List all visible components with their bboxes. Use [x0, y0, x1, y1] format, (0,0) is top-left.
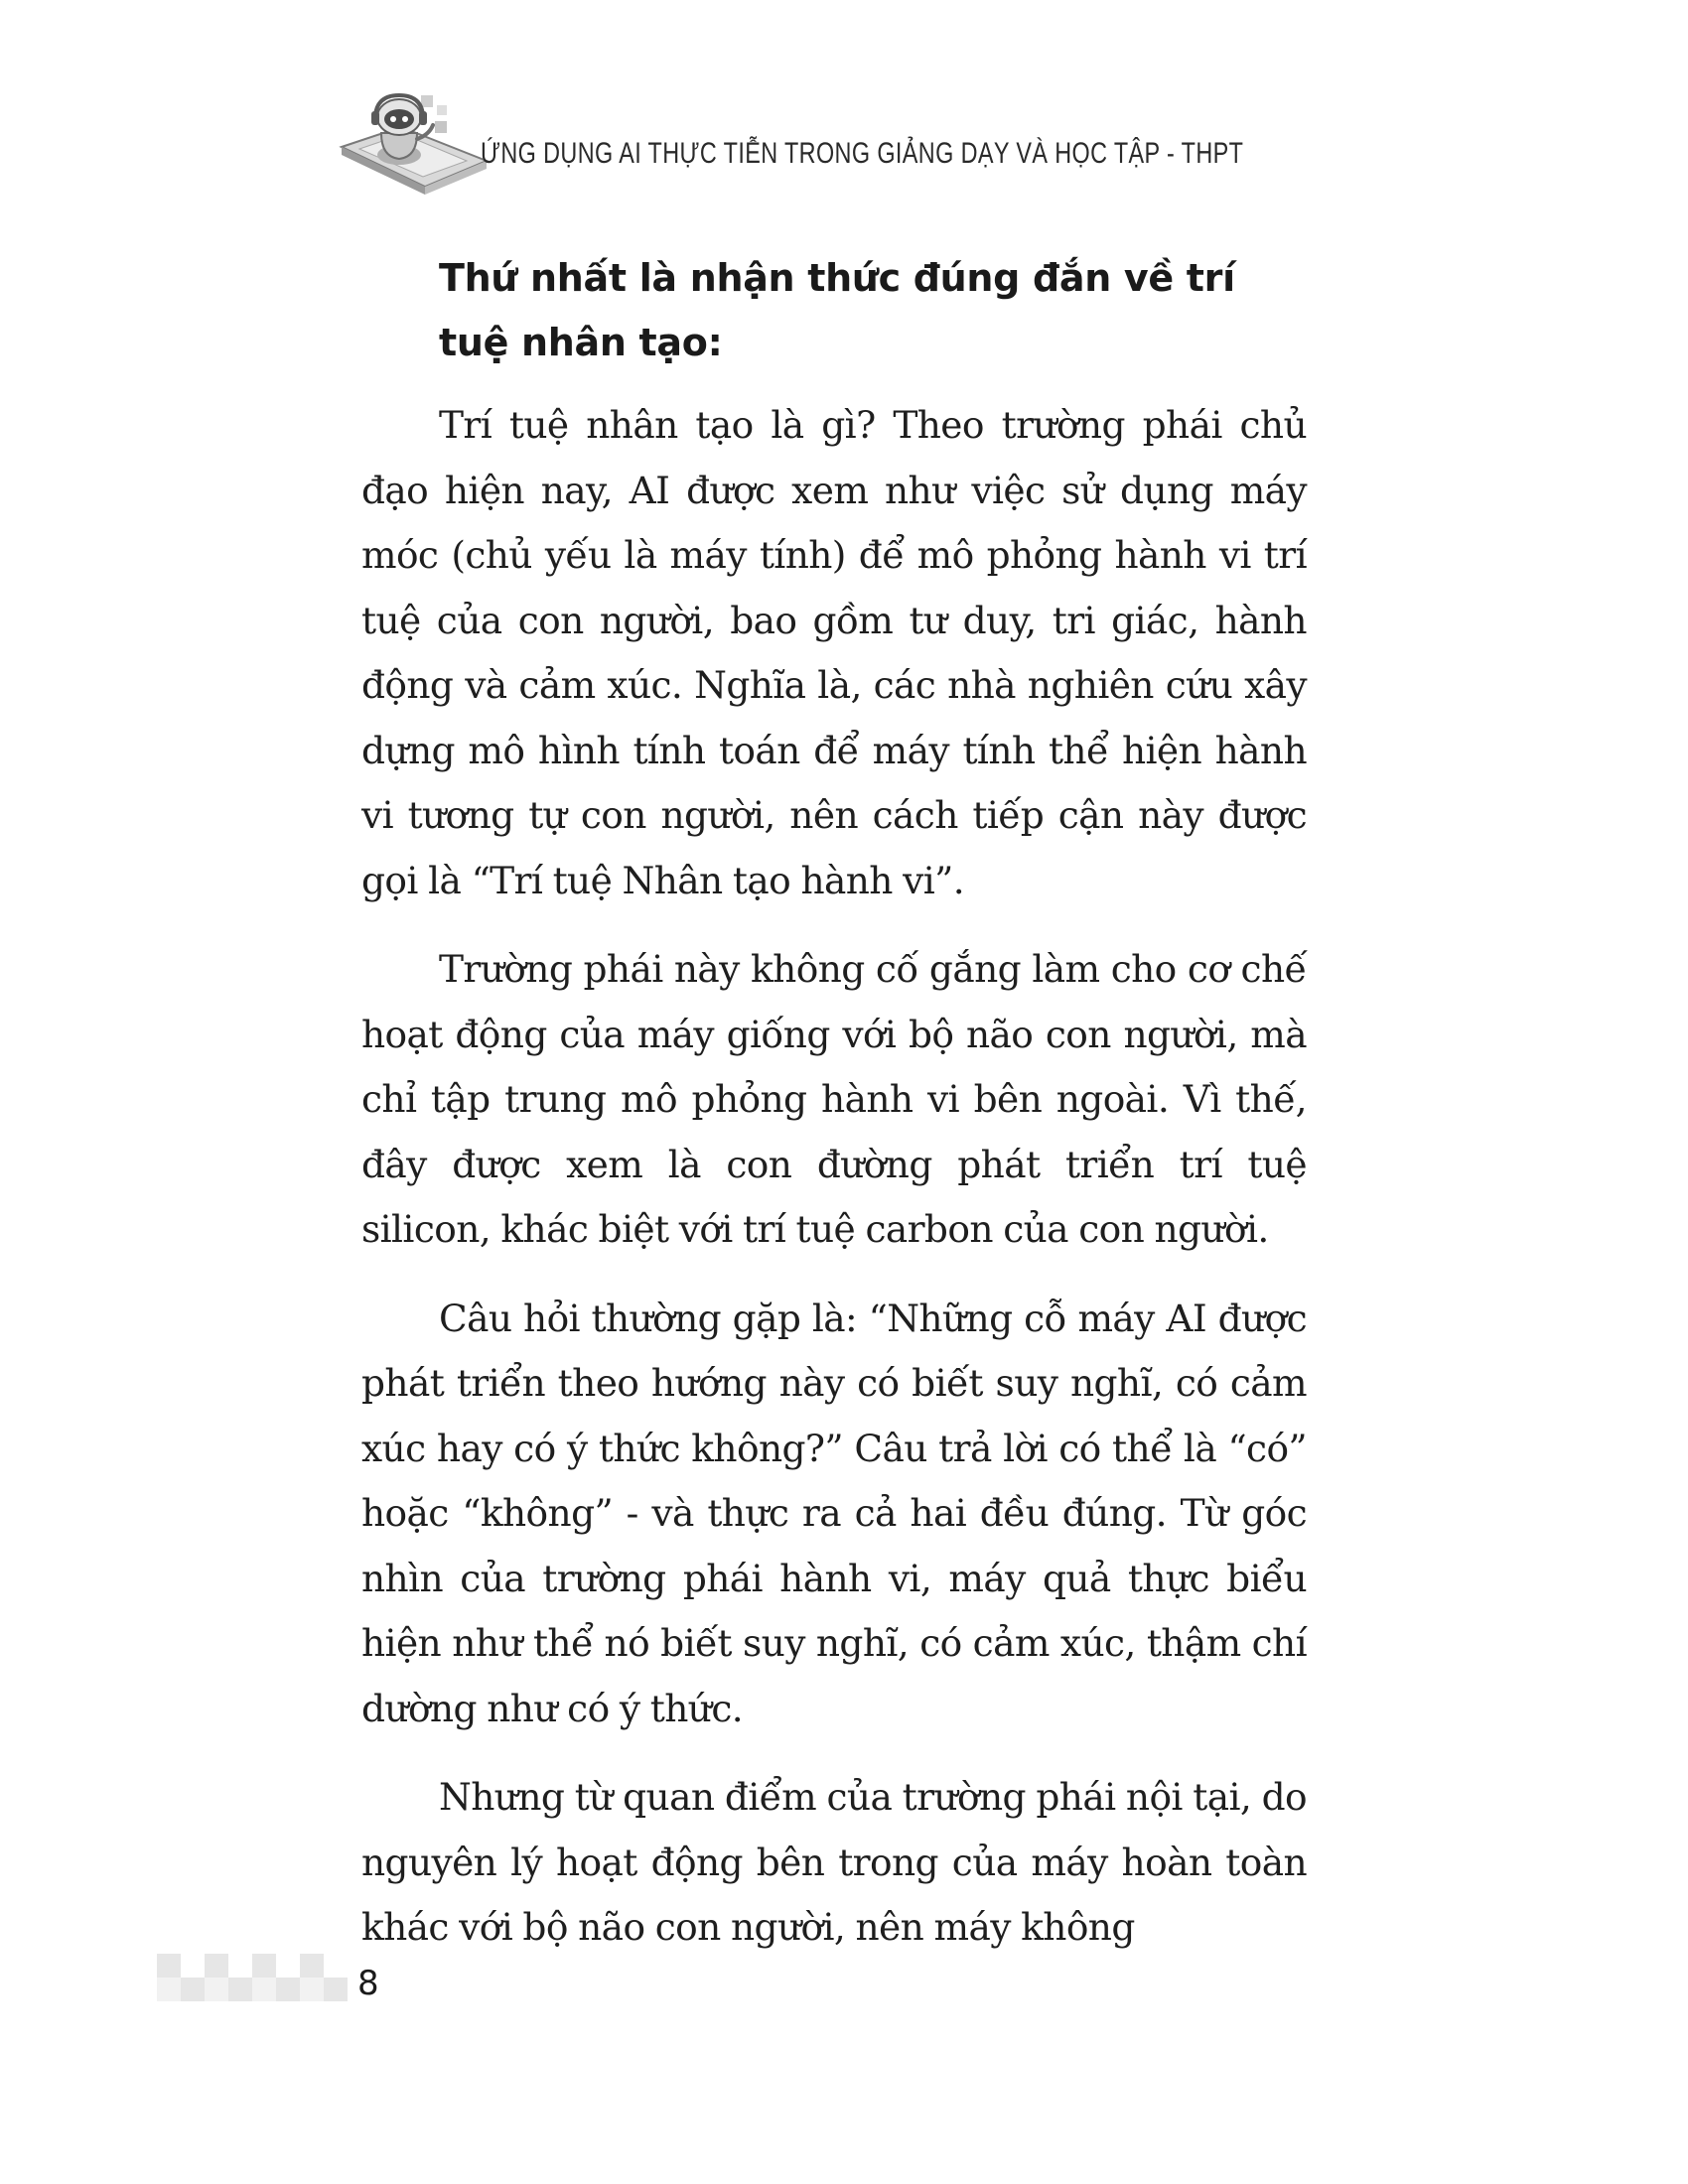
section-heading: Thứ nhất là nhận thức đúng đắn về trí tuệ nhân tạo:: [439, 256, 1235, 364]
body-paragraph: Trường phái này không cố gắng làm cho cơ chế hoạt động của máy giống với bộ não con người, mà chỉ tập trung mô phỏng hành vi bên ngoài. Vì thế, đây được xem là con đường phát triển trí tuệ silicon, khác biệt với trí tuệ carbon của con người.: [361, 947, 1307, 1251]
body-paragraph: Trí tuệ nhân tạo là gì? Theo trường phái chủ đạo hiện nay, AI được xem như việc sử dụng máy móc (chủ yếu là máy tính) để mô phỏng hành vi trí tuệ của con người, bao gồm tư duy, tri giác, hành động và cảm xúc. Nghĩa là, các nhà nghiên cứu xây dựng mô hình tính toán để máy tính thể hiện hành vi tương tự con người, nên cách tiếp cận này được gọi là “Trí tuệ Nhân tạo hành vi”.: [361, 403, 1307, 902]
checker-pattern-icon: [157, 1954, 355, 2009]
page-number: 8: [357, 1964, 379, 2003]
running-head: ỨNG DỤNG AI THỰC TIỄN TRONG GIẢNG DẠY VÀ HỌC TẬP - THPT: [481, 137, 1244, 170]
page-body: [361, 246, 1307, 1984]
body-paragraph: Câu hỏi thường gặp là: “Những cỗ máy AI được phát triển theo hướng này có biết suy nghĩ, có cảm xúc hay có ý thức không?” Câu trả lời có thể là “có” hoặc “không” - và thực ra cả hai đều đúng. Từ góc nhìn của trường phái hành vi, máy quả thực biểu hiện như thể nó biết suy nghĩ, có cảm xúc, thậm chí dường như có ý thức.: [361, 1296, 1307, 1730]
body-paragraph: Nhưng từ quan điểm của trường phái nội tại, do nguyên lý hoạt động bên trong của máy hoàn toàn khác với bộ não con người, nên máy không: [361, 1775, 1307, 1949]
robot-laptop-icon: [338, 89, 496, 228]
